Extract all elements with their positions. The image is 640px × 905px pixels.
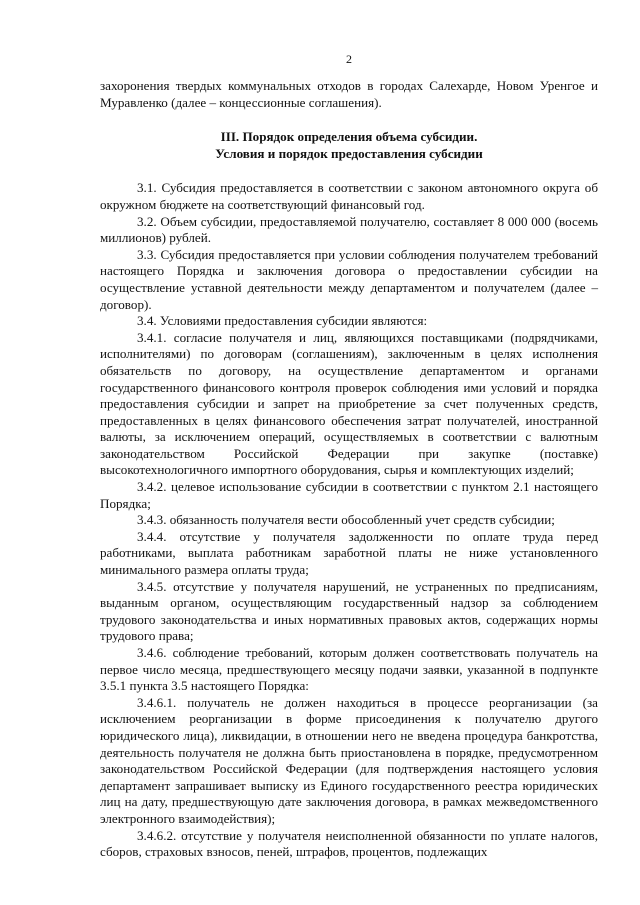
paragraph-3-4-3: 3.4.3. обязанность получателя вести обособленный учет средств субсидии; bbox=[137, 512, 555, 528]
paragraph-3-4-6: 3.4.6. соблюдение требований, которым должен соответствовать получатель на первое число месяца, предшествующего месяцу подачи заявки, указанной в подпункте 3.5.1 пункта 3.5 настоящего Порядка: bbox=[100, 645, 598, 694]
paragraph-3-1: 3.1. Субсидия предоставляется в соответствии с законом автономного округа об окружном бюджете на соответствующий финансовый год. bbox=[100, 180, 598, 212]
spacer bbox=[100, 162, 598, 180]
page-number: 2 bbox=[346, 52, 352, 66]
paragraph-3-4-2: 3.4.2. целевое использование субсидии в соответствии с пунктом 2.1 настоящего Порядка; bbox=[100, 479, 598, 511]
paragraph-3-4-6-2: 3.4.6.2. отсутствие у получателя неисполненной обязанности по уплате налогов, сборов, страховых взносов, пеней, штрафов, процентов, подлежащих bbox=[100, 827, 598, 860]
paragraph-3-3: 3.3. Субсидия предоставляется при условии соблюдения получателем требований настоящего Порядка и заключения договора о предоставлении субсидии на осуществление уставной деятельности между департаментом и получателем (далее – договор). bbox=[100, 246, 598, 312]
paragraph-3-4: 3.4. Условиями предоставления субсидии являются: bbox=[137, 313, 428, 329]
paragraph-3-4-1: 3.4.1. согласие получателя и лиц, являющихся поставщиками (подрядчиками, исполнителями) по договорам (соглашениям), заключенным в целях исполнения обязательств по договору, на осуществление департаментом и органами государственного финансового контроля проверок соблюдения ими условий и порядка предоставления субсидии и запрет на приобретение за счет полученных средств, предоставленных в целях финансового обеспечения затрат получателей, иностранной валюты, за исключением операций, осуществляемых в соответствии с валютным законодательством Российской Федерации при закупке (поставке) высокотехнологичного импортного оборудования, сырья и комплектующих изделий; bbox=[100, 329, 598, 478]
paragraph-3-4-5: 3.4.5. отсутствие у получателя нарушений, не устраненных по предписаниям, выданным органом, осуществляющим государственный надзор за соблюдением трудового законодательства и иных нормативных правовых актов, содержащих нормы трудового права; bbox=[100, 578, 598, 644]
intro-paragraph: захоронения твердых коммунальных отходов в городах Салехарде, Новом Уренгое и Муравленко (далее – концессионные соглашения). bbox=[100, 78, 598, 110]
spacer bbox=[100, 111, 598, 129]
paragraph-3-2: 3.2. Объем субсидии, предоставляемой получателю, составляет 8 000 000 (восемь миллионов) рублей. bbox=[100, 213, 598, 246]
paragraph-3-4-4: 3.4.4. отсутствие у получателя задолженности по оплате труда перед работниками, выплата работникам заработной платы не ниже установленного минимального размера оплаты труда; bbox=[100, 528, 598, 578]
paragraph-3-4-6-1: 3.4.6.1. получатель не должен находиться в процессе реорганизации (за исключением реорганизации в форме присоединения к получателю другого юридического лица), ликвидации, в отношении него не введена процедура банкротства, деятельность получателя не должна быть приостановлена в порядке, предусмотренном законодательством Российской Федерации (для подтверждения настоящего условия департамент запрашивает выписку из Единого государственного реестра юридических лиц на дату, предшествующую дате заключения договора, в рамках межведомственного электронного взаимодействия); bbox=[100, 694, 598, 826]
section-heading-line-2: Условия и порядок предоставления субсидии bbox=[215, 145, 483, 161]
document-page bbox=[100, 52, 598, 861]
section-heading-line-1: III. Порядок определения объема субсидии. bbox=[220, 129, 478, 145]
